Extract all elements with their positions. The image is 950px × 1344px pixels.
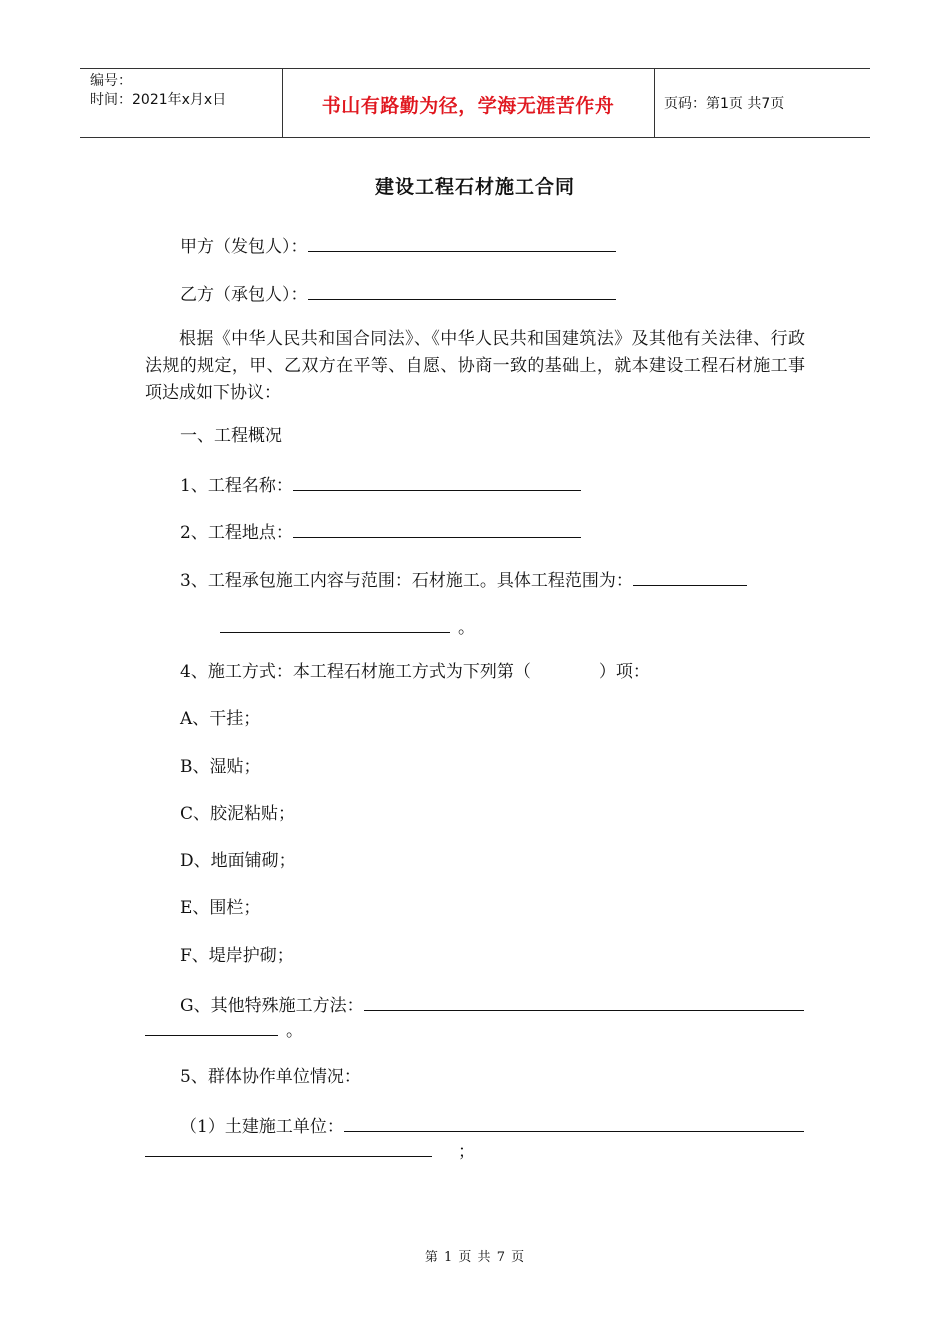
option-g-field-continued[interactable]: [145, 1016, 278, 1036]
item-project-name: [180, 471, 581, 498]
civil-contractor-field-continued[interactable]: [145, 1137, 432, 1157]
item-label: 1、工程名称：: [180, 476, 293, 496]
item-label: 4、施工方式：本工程石材施工方式为下列第（: [180, 662, 531, 682]
semicolon: ；: [458, 1142, 475, 1162]
period: 。: [286, 1021, 303, 1041]
header-divider: [654, 69, 655, 137]
item-project-location: [180, 518, 581, 545]
item-label: 2、工程地点：: [180, 523, 293, 543]
item-cooperation: 5、群体协作单位情况：: [180, 1067, 361, 1087]
item-civil-contractor: [180, 1112, 804, 1139]
intro-paragraph: 根据《中华人民共和国合同法》、《中华人民共和国建筑法》及其他有关法律、行政法规的规定，甲、乙双方在平等、自愿、协商一致的基础上，就本建设工程石材施工事项达成如下协议：: [145, 329, 805, 403]
scope-field[interactable]: [633, 566, 747, 586]
option-item: F、堤岸护砌；: [180, 946, 294, 966]
header-meta: [90, 72, 226, 110]
option-g-line: [180, 991, 804, 1018]
item-label: （1）土建施工单位：: [180, 1117, 344, 1137]
item-civil-contractor-continued: [145, 1137, 475, 1164]
item-method: [180, 660, 650, 684]
page-footer: 第 1 页 共 7 页: [424, 1250, 526, 1265]
period: 。: [458, 618, 475, 638]
civil-contractor-field[interactable]: [344, 1112, 804, 1132]
scope-field-continued[interactable]: [220, 613, 450, 633]
option-g-label: G、其他特殊施工方法：: [180, 996, 364, 1016]
party-a-label: 甲方（发包人）：: [180, 237, 308, 257]
party-b-label: 乙方（承包人）：: [180, 285, 308, 305]
option-item: D、地面铺砌；: [180, 851, 296, 871]
party-b-line: [180, 280, 616, 307]
option-g-continued: [145, 1016, 303, 1043]
party-a-field[interactable]: [308, 232, 616, 252]
option-item: B、湿贴；: [180, 757, 261, 777]
party-a-line: [180, 232, 616, 259]
option-item: C、胶泥粘贴；: [180, 804, 296, 824]
document-header: [80, 68, 870, 138]
item-label: 3、工程承包施工内容与范围：石材施工。具体工程范围为：: [180, 571, 633, 591]
number-label: 编号：: [90, 73, 132, 89]
page-label: 页码：第1页 共7页: [664, 96, 785, 112]
header-motto: 书山有路勤为径，学海无涯苦作舟: [321, 95, 615, 117]
time-label: 时间：2021年x月x日: [90, 92, 227, 108]
project-name-field[interactable]: [293, 471, 581, 491]
document-title: 建设工程石材施工合同: [374, 176, 575, 198]
option-item: E、围栏；: [180, 898, 261, 918]
option-item: A、干挂；: [180, 709, 261, 729]
item-scope-continued: [220, 613, 475, 640]
party-b-field[interactable]: [308, 280, 616, 300]
item-label-end: ）项：: [598, 662, 650, 682]
option-g-field[interactable]: [364, 991, 804, 1011]
item-scope: [180, 566, 747, 593]
project-location-field[interactable]: [293, 518, 581, 538]
section-heading: 一、工程概况: [180, 426, 282, 446]
